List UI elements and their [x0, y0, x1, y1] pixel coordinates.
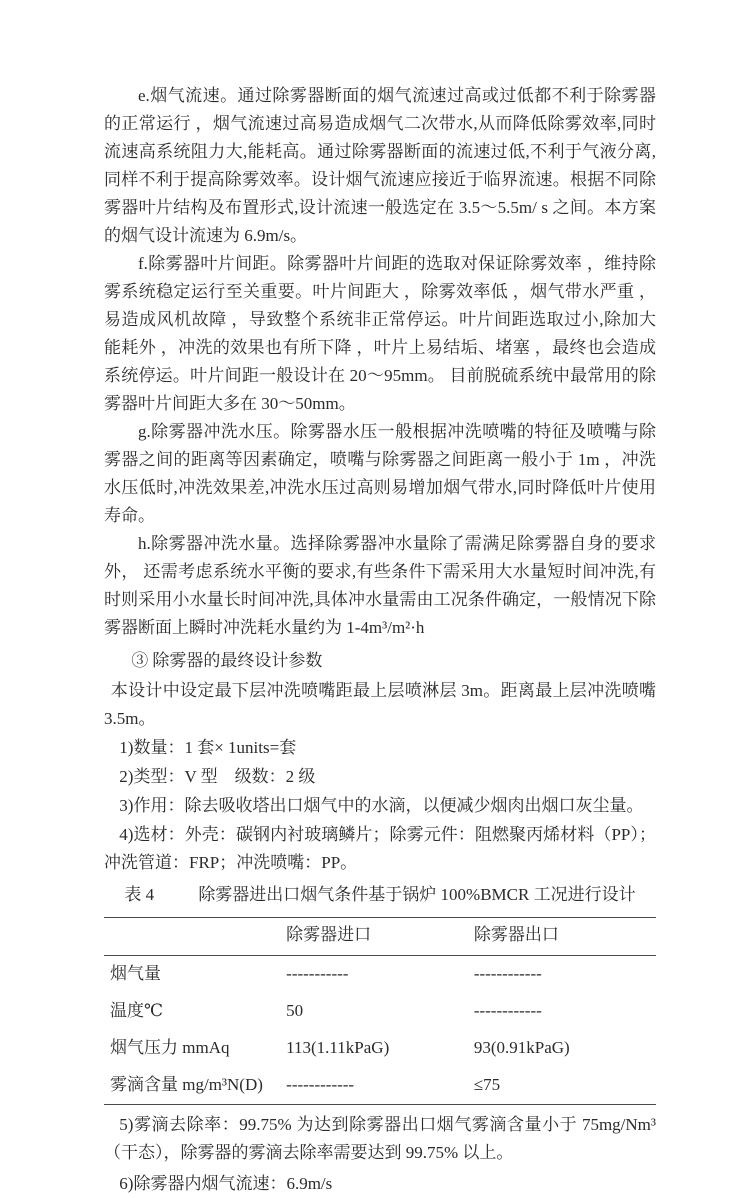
header-demister-outlet: 除雾器出口	[474, 918, 656, 956]
row-label-droplet-content: 雾滴含量 mg/m³N(D)	[110, 1075, 263, 1094]
paragraph-flue-gas-velocity: e.烟气流速。通过除雾器断面的烟气流速过高或过低都不利于除雾器的正常运行 ，烟气流速过高易造成烟气二次带水,从而降低除雾效率,同时流速高系统阻力大,能耗高。通过除雾器断面的流速过低,不利于气液分离,同样不利于提高除雾效率。设计烟气流速应接近于临界流速。根据不同除雾器叶片结构及布置形式,设计流速一般选定在 3.5～5.5m/ s 之间。本方案的烟气设计流速为 6.9m/s。	[104, 86, 656, 245]
paragraph-blade-spacing: f.除雾器叶片间距。除雾器叶片间距的选取对保证除雾效率 ，维持除雾系统稳定运行至关重要。叶片间距大 ，除雾效率低 ，烟气带水严重 ，易造成风机故障 ，导致整个系统非正常停运。叶片间距选取过小,除加大能耗外 ，冲洗的效果也有所下降 ，叶片上易结垢、堵塞 ，最终也会造成系统停运。叶片间距一般设计在 20～95mm。 目前脱硫系统中最常用的除雾器叶片间距大多在 30～50mm。	[104, 254, 656, 413]
header-demister-inlet: 除雾器进口	[286, 918, 474, 956]
item-quantity: 1)数量：1 套× 1units=套	[119, 738, 297, 757]
header-empty-cell	[104, 918, 286, 956]
paragraph-flushing-water-pressure: g.除雾器冲洗水压。除雾器水压一般根据冲洗喷嘴的特征及喷嘴与除雾器之间的距离等因素确定，喷嘴与除雾器之间距离一般小于 1m ，冲洗水压低时,冲洗效果差,冲洗水压过高则易增加烟气带水,同时降低叶片使用寿命。	[104, 422, 656, 525]
paragraph-flushing-water-volume: h.除雾器冲洗水量。选择除雾器冲水量除了需满足除雾器自身的要求外， 还需考虑系统水平衡的要求,有些条件下需采用大水量短时间冲洗,有时则采用小水量长时间冲洗,具体冲水量需由工况条件确定，一般情况下除雾器断面上瞬时冲洗耗水量约为 1-4m³/m²·h	[104, 534, 656, 637]
cell-inlet-value: ------------	[286, 1075, 355, 1094]
cell-outlet-value: 93(0.91kPaG)	[473, 1038, 570, 1057]
table-caption-title: 除雾器进出口烟气条件基于锅炉 100%BMCR 工况进行设计	[198, 885, 636, 904]
section-heading-final-design-parameters: ③ 除雾器的最终设计参数	[131, 651, 323, 670]
table-caption-label: 表 4	[124, 885, 155, 904]
table-caption	[104, 881, 656, 909]
cell-outlet-value: ------------	[473, 964, 542, 983]
table-row	[104, 956, 656, 994]
item-function: 3)作用：除去吸收塔出口烟气中的水滴，以便减少烟肉出烟口灰尘量。	[119, 796, 644, 815]
row-label-flue-gas-pressure: 烟气压力 mmAq	[110, 1038, 230, 1057]
design-note: 本设计中设定最下层冲洗喷嘴距最上层喷淋层 3m。距离最上层冲洗喷嘴 3.5m。	[104, 681, 656, 728]
cell-inlet-value: 50	[286, 1001, 304, 1020]
row-label-temperature: 温度℃	[110, 1001, 164, 1020]
cell-inlet-value: -----------	[286, 964, 349, 983]
item-materials: 4)选材：外壳：碳钢内衬玻璃鳞片；除雾元件：阻燃聚丙烯材料（PP）；冲洗管道：FRP；冲洗喷嘴：PP。	[104, 825, 656, 872]
cell-outlet-value: ------------	[473, 1001, 542, 1020]
cell-outlet-value: ≤75	[473, 1075, 501, 1094]
row-label-flue-gas-volume: 烟气量	[110, 964, 161, 983]
table-flue-gas-conditions	[104, 917, 656, 1105]
item-droplet-removal-rate: 5)雾滴去除率：99.75% 为达到除雾器出口烟气雾滴含量小于 75mg/Nm³（干态），除雾器的雾滴去除率需要达到 99.75% 以上。	[104, 1115, 656, 1162]
item-type: 2)类型：V 型 级数：2 级	[119, 767, 316, 786]
table-row	[104, 1067, 656, 1105]
item-internal-gas-velocity: 6)除雾器内烟气流速：6.9m/s	[119, 1174, 333, 1193]
table-header-row	[104, 918, 656, 956]
cell-inlet-value: 113(1.11kPaG)	[286, 1038, 390, 1057]
table-row	[104, 993, 656, 1030]
table-row	[104, 1030, 656, 1067]
